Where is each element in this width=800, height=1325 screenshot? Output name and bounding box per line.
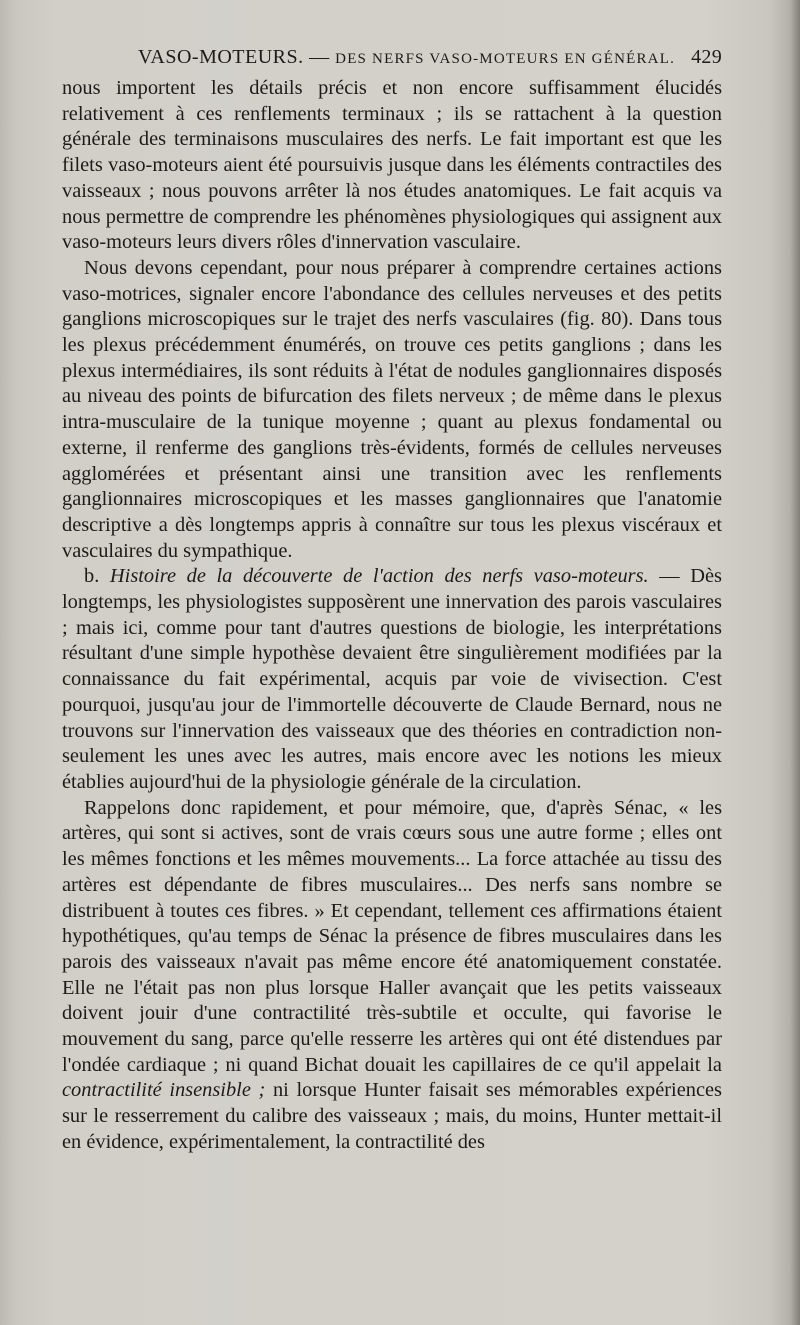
page-header — [62, 40, 722, 74]
running-title-main: VASO-MOTEURS. — — [138, 45, 336, 68]
paragraph-4-emphasis: contractilité insensible ; — [62, 1079, 266, 1102]
paragraph-4-text-before: Rappelons donc rapidement, et pour mémoire, que, d'après Sénac, « les artères, qui sont si actives, sont de vrais cœurs sous une autre forme ; elles ont les mêmes fonctions et les mêmes mouvements... La force attachée au tissu des artères est dépendante de fibres musculaires... Des nerfs sans nombre se distribuent à toutes ces fibres. » Et cependant, tellement ces affirmations étaient hypothétiques, qu'au temps de Sénac la présence de fibres musculaires dans les parois des vaisseaux n'avait pas même encore été anatomiquement constatée. Elle ne l'était pas non plus lorsque Haller avançait que les petits vaisseaux doivent jouir d'une contractilité très-subtile et occulte, qui favorise le mouvement du sang, parce qu'elle resserre les artères qui ont été distendues par l'ondée cardiaque ; ni quand Bichat douait les capillaires de ce qu'il appelait la — [62, 796, 722, 1076]
page-number: 429 — [691, 45, 722, 68]
paragraph-1: nous importent les détails précis et non encore suffisamment élucidés relativement à ces renflements terminaux ; ils se rattachent à la question générale des terminaisons musculaires des nerfs. Le fait important est que les filets vaso-moteurs aient été poursuivis jusque dans les éléments contractiles des vaisseaux ; nous pouvons arrêter là nos études anatomiques. Le fait acquis va nous permettre de comprendre les phénomènes physiologiques qui assignent aux vaso-moteurs leurs divers rôles d'innervation vasculaire. — [62, 77, 722, 254]
paragraph-2: Nous devons cependant, pour nous préparer à comprendre certaines actions vaso-motrices, signaler encore l'abondance des cellules nerveuses et des petits ganglions microscopiques sur le trajet des nerfs vasculaires (fig. 80). Dans tous les plexus précédemment énumérés, on trouve ces petits ganglions ; dans les plexus intermédiaires, ils sont réduits à l'état de nodules ganglionnaires disposés au niveau des points de bifurcation des filets nerveux ; de même dans le plexus intra-musculaire de la tunique moyenne ; quant au plexus fondamental ou externe, il renferme des ganglions très-évidents, formés de cellules nerveuses agglomérées et présentant ainsi une transition avec les renflements ganglionnaires microscopiques et les masses ganglionnaires que l'anatomie descriptive a dès longtemps appris à connaître sur tous les plexus viscéraux et vasculaires du sympathique. — [62, 256, 722, 562]
page-edge-shadow — [790, 0, 800, 1325]
running-title-sub: DES NERFS VASO-MOTEURS EN GÉNÉRAL. — [335, 50, 676, 67]
running-title — [62, 46, 691, 69]
section-heading: Histoire de la découverte de l'action des nerfs vaso-moteurs. — [109, 565, 649, 588]
paragraph-3 — [62, 564, 722, 795]
paragraph-4-text-after: ni lorsque Hunter faisait ses mémorables expériences sur le resserrement du calibre des vaisseaux ; mais, du moins, Hunter mettait-il en évidence, expérimentalement, la contractilité des — [62, 1079, 722, 1153]
paragraph-3-text: — Dès longtemps, les physiologistes supposèrent une innervation des parois vasculaires ; mais ici, comme pour tant d'autres questions de biologie, les interprétations résultant d'une simple hypothèse devaient être singulièrement modifiées par la connaissance du fait expérimental, acquis par voie de vivisection. C'est pourquoi, jusqu'au jour de l'immortelle découverte de Claude Bernard, nous ne trouvons sur l'innervation des vaisseaux que des théories en contradiction non-seulement les unes avec les autres, mais encore avec les notions les mieux établies aujourd'hui de la physiologie générale de la circulation. — [62, 565, 722, 793]
section-label: b. — [84, 565, 110, 588]
body-text — [62, 76, 722, 1156]
paragraph-4 — [62, 796, 722, 1156]
